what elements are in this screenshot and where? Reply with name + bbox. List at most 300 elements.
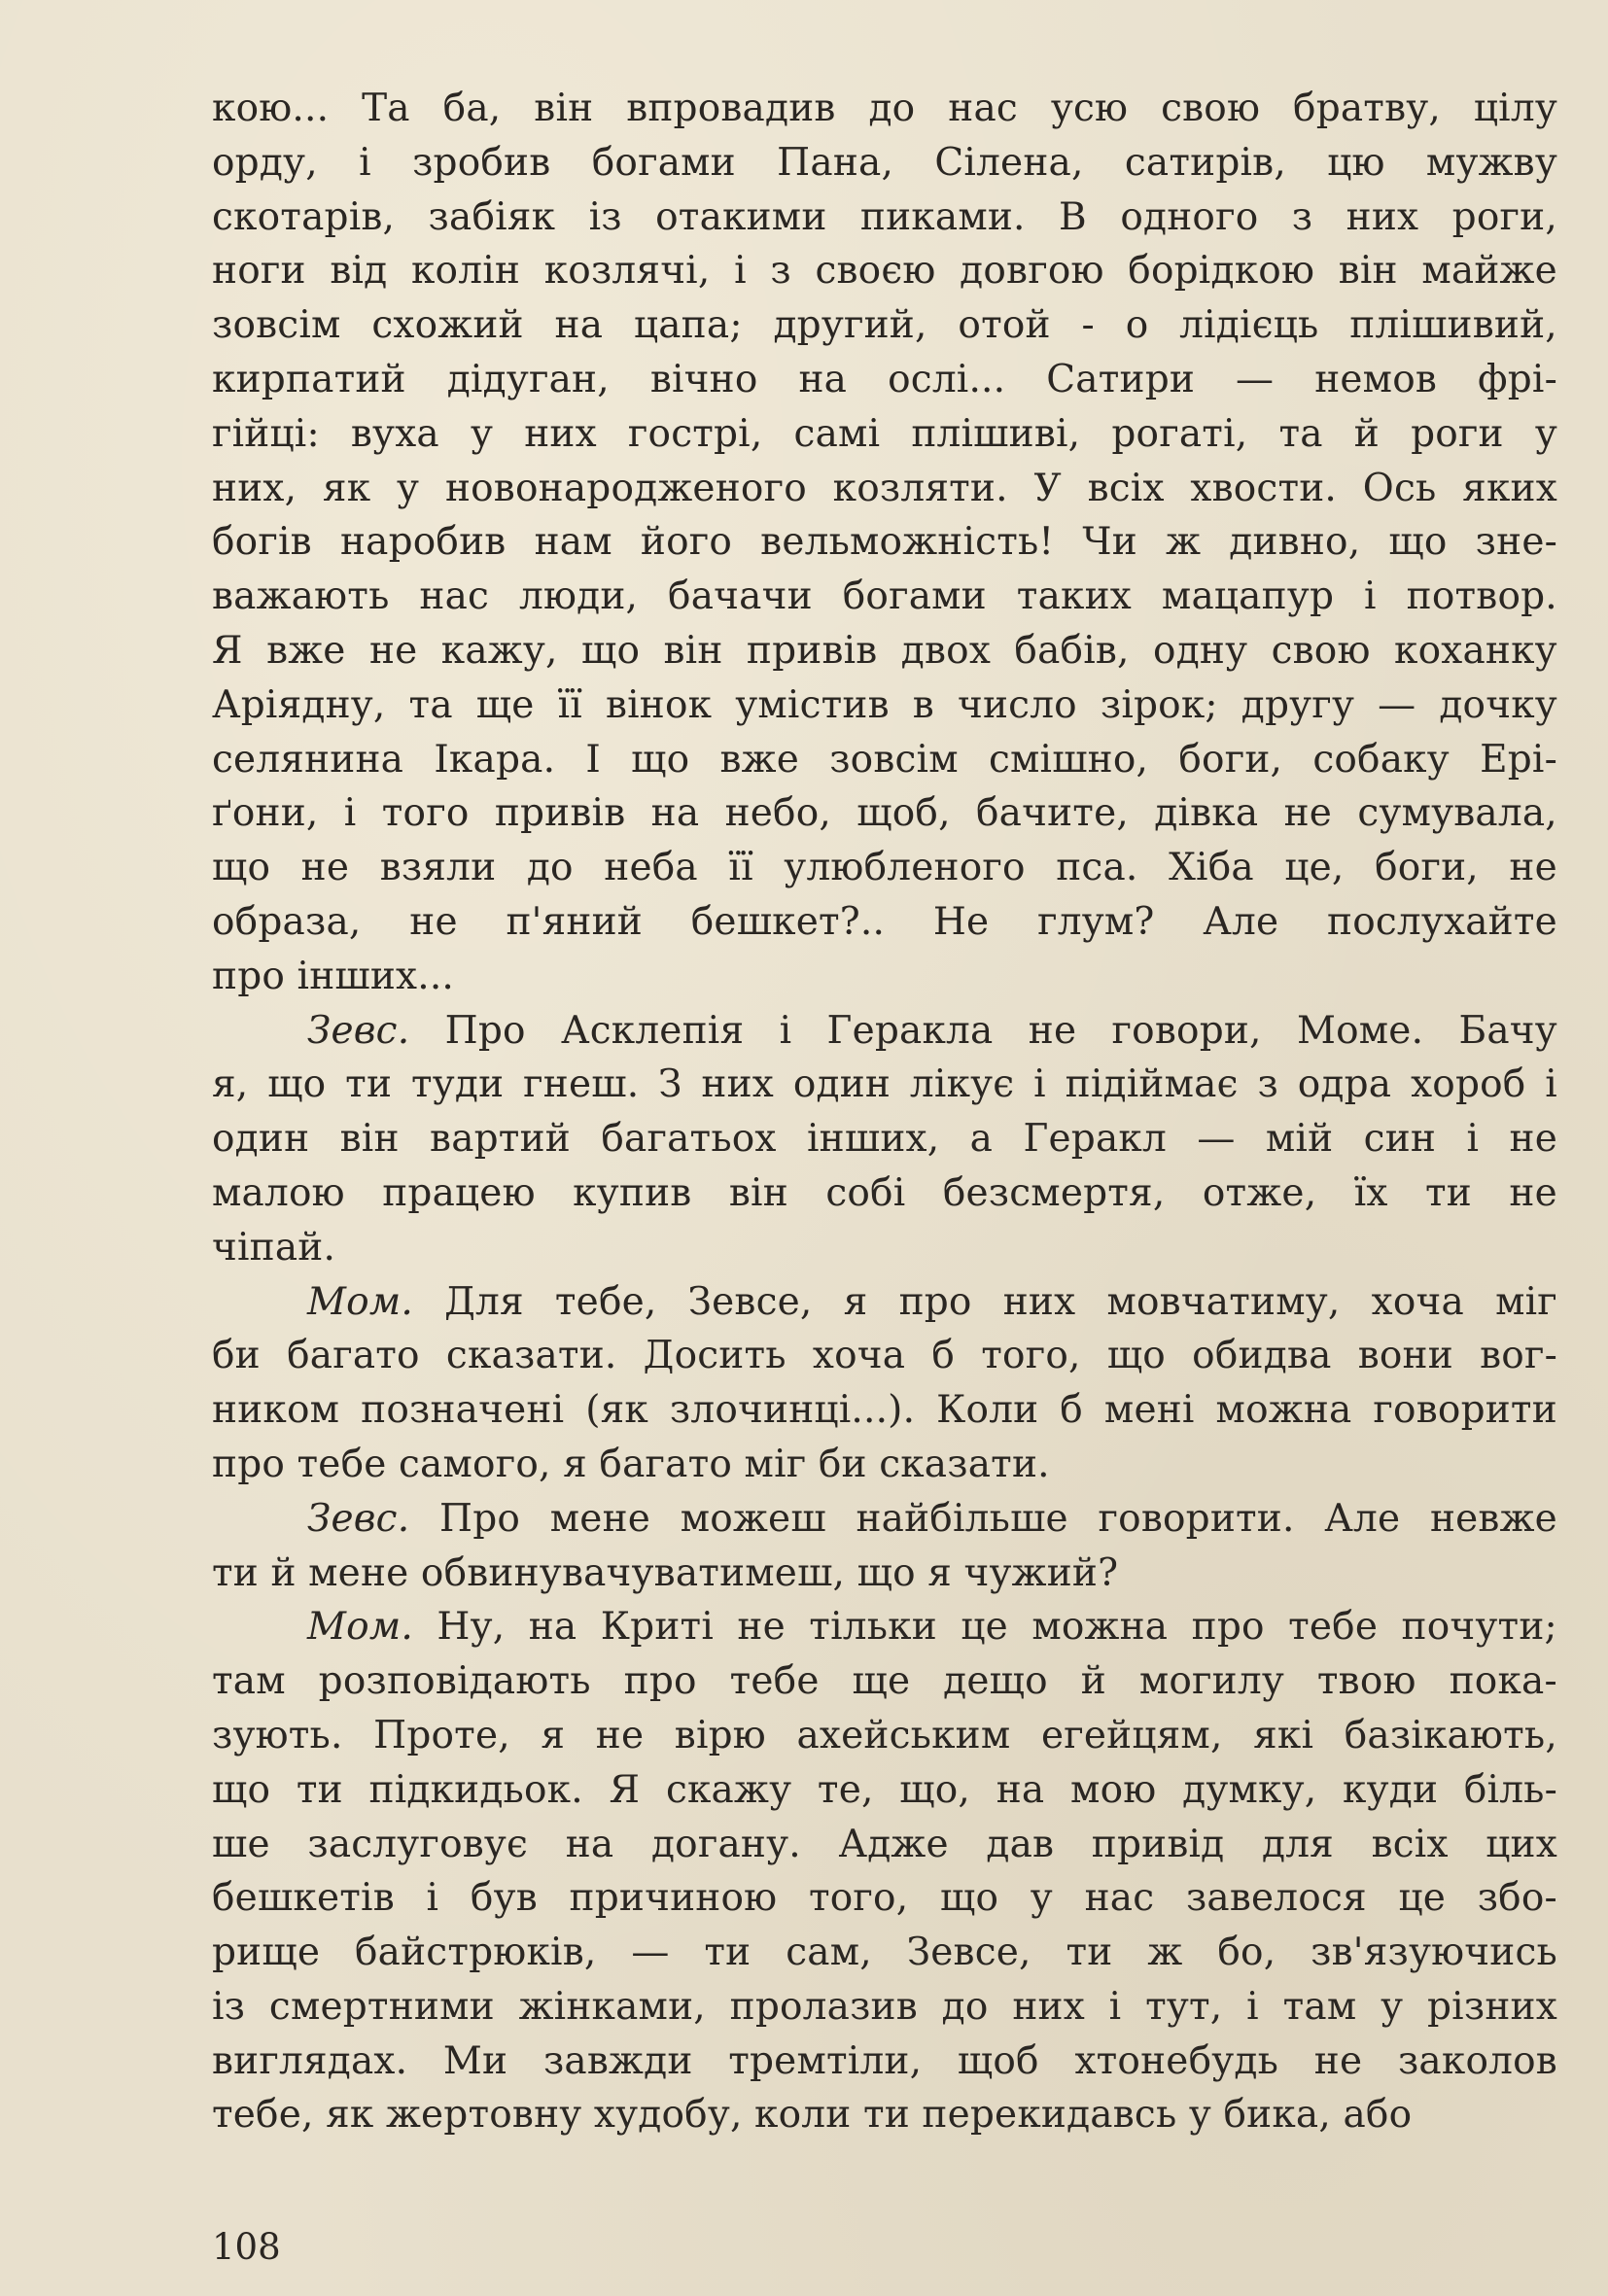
text-line [212,1654,1557,1709]
word: самі [793,411,881,456]
word: обидва [1192,1334,1332,1378]
word: тремтіли, [728,2038,923,2083]
word: ж [1147,1931,1183,1975]
word: З [658,1062,682,1107]
word: багато [599,1442,733,1486]
word: їх [1353,1170,1388,1215]
word: до [941,1984,989,2029]
word: би [818,1442,867,1486]
word: Я [212,628,243,673]
word: ноги [212,249,306,294]
word: байстрюків, [354,1931,597,1975]
word: бо, [1217,1931,1276,1975]
word: своєю [815,249,936,294]
text-line [212,1112,1557,1166]
speaker-name: Зевс. [307,1008,410,1053]
word: на [650,791,700,836]
word: хороб [1411,1062,1526,1107]
word: зірок; [1100,682,1218,727]
word: що [212,846,271,890]
word: Коли [936,1388,1039,1433]
word: твою [1316,1659,1416,1704]
word: — [1197,1117,1236,1162]
word: щоб [957,2038,1039,2083]
word: міг [744,1442,807,1486]
text-line [212,1058,1557,1112]
word: із [212,1984,246,2029]
text-line [212,895,1557,950]
text-line [212,1547,1557,1601]
word: бабів, [1014,628,1130,673]
word: лідієць [1179,303,1319,348]
word: зовсім [829,737,959,782]
word: новонародженого [444,466,807,510]
word: у [470,411,494,456]
word: того, [981,1334,1081,1378]
word: сатирів, [1124,140,1286,185]
word: ще [475,682,535,727]
word: всіх [1087,466,1165,510]
word: них [1012,1984,1085,2029]
word: завелося [1185,1876,1367,1921]
word: боги, [1178,737,1283,782]
word: цілу [1473,87,1557,130]
text-line [212,950,1557,1004]
word: ахейським [796,1713,1011,1757]
word: він [728,1170,788,1215]
text-line [212,1383,1557,1438]
text-line [212,82,1557,136]
word: смішно, [988,737,1149,782]
word: улюбленого [784,846,1026,890]
word: отакими [655,194,827,239]
word: тільки [809,1605,937,1650]
word: глум? [1037,899,1155,944]
word: збо- [1477,1876,1557,1921]
word: у [1188,2093,1212,2138]
word: Моме. [1296,1008,1424,1053]
word: нас [1084,1876,1155,1921]
word: він [339,1117,400,1162]
word: він [1338,249,1398,294]
word: і [1364,574,1377,619]
word: один [212,1117,310,1162]
word: тебе, [554,1279,657,1324]
word: які [1253,1713,1314,1757]
word: самого, [399,1442,551,1486]
word: нам [534,520,612,565]
word: гійці: [212,411,320,456]
word: я [843,1279,868,1324]
word: багато [287,1334,420,1378]
word: майже [1421,249,1557,294]
word: неба [604,846,698,890]
word: не [1509,1170,1557,1215]
word: фрі- [1478,357,1557,401]
word: заслуговує [307,1822,529,1866]
word: ти [212,1550,259,1595]
word: а [969,1117,994,1162]
word: Та [362,87,410,130]
word: зне- [1475,520,1557,565]
word: потвор. [1406,574,1557,619]
word: роги, [1451,194,1557,239]
word: я, [212,1062,249,1107]
word: купив [573,1170,692,1215]
word: Проте, [373,1713,510,1757]
page-text [212,82,1557,2142]
word: зовсім [212,303,341,348]
word: довгою [960,249,1104,294]
word: я [927,1550,953,1595]
word: одра [1297,1062,1392,1107]
word: Сатири [1046,357,1196,401]
word: догану. [650,1822,801,1866]
word: свою [1161,87,1261,130]
word: ти [296,1767,343,1812]
word: Чи [1082,520,1137,565]
word: пиками. [859,194,1026,239]
word: сказати. [445,1334,617,1378]
word: інших, [807,1117,940,1162]
word: гострі, [627,411,763,456]
word: про [212,954,286,998]
word: того, [808,1876,909,1921]
text-line [212,570,1557,624]
word: дідуган, [446,357,610,401]
paragraph [212,1004,1557,1275]
word: роги [1411,411,1504,456]
word: привів [494,791,626,836]
word: Ми [442,2038,508,2083]
word: що [856,1550,916,1595]
word: В [1059,194,1087,239]
word: вартий [430,1117,571,1162]
word: ослі... [888,357,1006,401]
word: ґони, [212,791,319,836]
word: — [1378,682,1416,727]
word: чіпай. [212,1225,336,1270]
word: мене [308,1550,409,1595]
word: вірю [674,1713,766,1757]
word: кирпатий [212,357,406,401]
word: безсмертя, [942,1170,1166,1215]
word: не [1313,2038,1363,2083]
word: працею [382,1170,536,1215]
word: завжди [542,2038,693,2083]
text-line [212,1600,1557,1654]
word: і [1466,1117,1480,1162]
word: що [939,1876,999,1921]
text-line [212,678,1557,733]
word: борідкою [1128,249,1315,294]
word: нас [419,574,490,619]
word: і [1545,1062,1557,1107]
word: базікають, [1344,1713,1557,1757]
word: не [1509,846,1557,890]
text-line [212,733,1557,787]
word: зв'язуючись [1311,1931,1557,1975]
word: собаку [1312,737,1450,782]
word: вічно [649,357,758,401]
word: до [526,846,574,890]
word: орду, [212,140,318,185]
word: почути; [1401,1605,1557,1650]
word: них [1002,1279,1076,1324]
word: як [326,2093,374,2138]
word: та [408,682,453,727]
word: Не [932,899,990,944]
word: бачите, [976,791,1129,836]
word: позначені [361,1388,565,1433]
word: Криті [600,1605,714,1650]
word: Сілена, [934,140,1084,185]
word: на [528,1605,577,1650]
word: плішиві, [911,411,1081,456]
word: У [1033,466,1062,510]
word: можеш [680,1496,826,1541]
word: мацапур [1161,574,1335,619]
word: вінок [605,682,713,727]
word: Ось [1362,466,1437,510]
word: мовчатиму, [1106,1279,1341,1324]
word: хоча [812,1334,906,1378]
word: зують. [212,1713,343,1757]
word: дивно, [1229,520,1361,565]
word: і [343,791,357,836]
word: Хіба [1169,846,1254,890]
word: богів [212,520,312,565]
word: пролазив [729,1984,918,2029]
word: селянина [212,737,404,782]
word: бешкетів [212,1876,395,1921]
word: не [1283,791,1333,836]
word: багатьох [601,1117,777,1162]
word: найбільше [856,1496,1068,1541]
word: сумувала, [1357,791,1557,836]
text-line [212,1709,1557,1763]
word: і [1246,1984,1259,2029]
word: мені [1103,1388,1195,1433]
word: умістив [735,682,890,727]
word: хвости. [1190,466,1338,510]
word: одну [1153,628,1248,673]
word: Про [444,1008,526,1053]
text-line [212,624,1557,678]
word: це [1398,1876,1447,1921]
word: Про [439,1496,521,1541]
word: небо, [724,791,832,836]
word: різних [1427,1984,1557,2029]
word: Пана, [777,140,894,185]
word: цю [1327,140,1385,185]
word: Ну, [437,1605,506,1650]
word: про [212,1442,286,1486]
word: бачачи [668,574,813,619]
speaker-name: Мом. [307,1605,413,1650]
word: щоб, [856,791,951,836]
word: був [470,1876,538,1921]
word: Бачу [1458,1008,1557,1053]
word: та [1278,411,1323,456]
word: Зевсе, [687,1279,813,1324]
word: що [212,1767,271,1812]
word: другу [1241,682,1355,727]
word: того [381,791,470,836]
word: бешкет?.. [690,899,886,944]
word: можна [1215,1388,1352,1433]
word: до [868,87,916,130]
word: пса. [1056,846,1138,890]
word: свою [1271,628,1371,673]
word: говорити [1373,1388,1557,1433]
word: наробив [339,520,507,565]
word: них [524,411,597,456]
word: гнеш. [523,1062,640,1107]
word: там [212,1659,286,1704]
text-line [212,1166,1557,1221]
word: причиною [569,1876,778,1921]
text-line [212,298,1557,353]
word: і [734,249,747,294]
word: богами [591,140,736,185]
word: не [1028,1008,1077,1053]
word: в [912,682,934,727]
word: п'яний [506,899,643,944]
word: Але [1324,1496,1401,1541]
word: на [798,357,848,401]
word: що [267,1062,327,1107]
word: ти [704,1931,752,1975]
word: тебе [1288,1605,1379,1650]
word: мій [1265,1117,1334,1162]
word: розповідають [318,1659,591,1704]
word: одного [1120,194,1259,239]
word: плішивий, [1349,303,1557,348]
word: він [663,628,723,673]
word: ж [1166,520,1202,565]
word: й [270,1550,297,1595]
word: вог- [1480,1334,1557,1378]
word: злочинці...). [669,1388,916,1433]
word: отже, [1202,1170,1317,1215]
word: тебе [729,1659,820,1704]
word: підіймає [1065,1062,1239,1107]
word: біль- [1463,1767,1557,1812]
text-line [212,1004,1557,1059]
text-line [212,1492,1557,1547]
word: зробив [412,140,551,185]
text-line [212,353,1557,407]
word: це [961,1605,1008,1650]
word: що, [899,1767,971,1812]
word: собі [825,1170,906,1215]
speaker-name: Зевс. [307,1496,410,1541]
word: Зевсе, [906,1931,1031,1975]
word: взяли [379,846,497,890]
text-line [212,1980,1557,2035]
word: Але [1203,899,1279,944]
word: її [557,682,582,727]
word: би [212,1334,261,1378]
word: із [588,194,622,239]
word: о [1125,303,1149,348]
speaker-name: Мом. [307,1279,413,1324]
word: — [1236,357,1275,401]
paragraph [212,1275,1557,1492]
word: ти [862,2093,910,2138]
word: схожий [371,303,524,348]
word: Адже [838,1822,949,1866]
word: жінками, [518,1984,706,2029]
word: туди [410,1062,505,1107]
word: що [1388,520,1448,565]
word: козлячі, [543,249,711,294]
word: лікує [909,1062,1015,1107]
word: виглядах. [212,2038,408,2083]
word: про [898,1279,972,1324]
word: про [623,1659,697,1704]
word: не [737,1605,786,1650]
word: кажу, [440,628,558,673]
text-line [212,407,1557,462]
word: можна [1031,1605,1169,1650]
word: вже [719,737,800,782]
text-line [212,1926,1557,1980]
word: мене [549,1496,651,1541]
word: всіх [1371,1822,1449,1866]
word: Геракла [826,1008,994,1053]
word: мужву [1425,140,1557,185]
word: впровадив [626,87,836,130]
word: — [631,1931,670,1975]
word: невже [1429,1496,1557,1541]
word: і [1108,1984,1122,2029]
word: ти [1066,1931,1113,1975]
word: ти [1425,1170,1472,1215]
word: Аріядну, [212,682,386,727]
word: жертовну [385,2093,582,2138]
word: дочку [1439,682,1557,727]
paragraph [212,1600,1557,2142]
text-line [212,786,1557,841]
text-line [212,1221,1557,1275]
text-line [212,1818,1557,1872]
word: чужий? [963,1550,1119,1595]
word: вони [1357,1334,1453,1378]
word: них [701,1062,775,1107]
word: про [1191,1605,1265,1650]
word: богами [842,574,987,619]
word: не [368,628,418,673]
word: пока- [1449,1659,1557,1704]
word: не [1509,1117,1557,1162]
word: смертними [268,1984,495,2029]
word: з [1257,1062,1278,1107]
word: вельможність! [760,520,1055,565]
word: козляти. [832,466,1008,510]
word: хоча [1371,1279,1464,1324]
word: у [1534,411,1557,456]
word: у [1030,1876,1053,1921]
text-line [212,841,1557,895]
word: них, [212,466,297,510]
word: думку, [1182,1767,1317,1812]
word: міг [1495,1279,1557,1324]
paragraph [212,1492,1557,1601]
word: заколов [1397,2038,1557,2083]
text-line [212,515,1557,570]
